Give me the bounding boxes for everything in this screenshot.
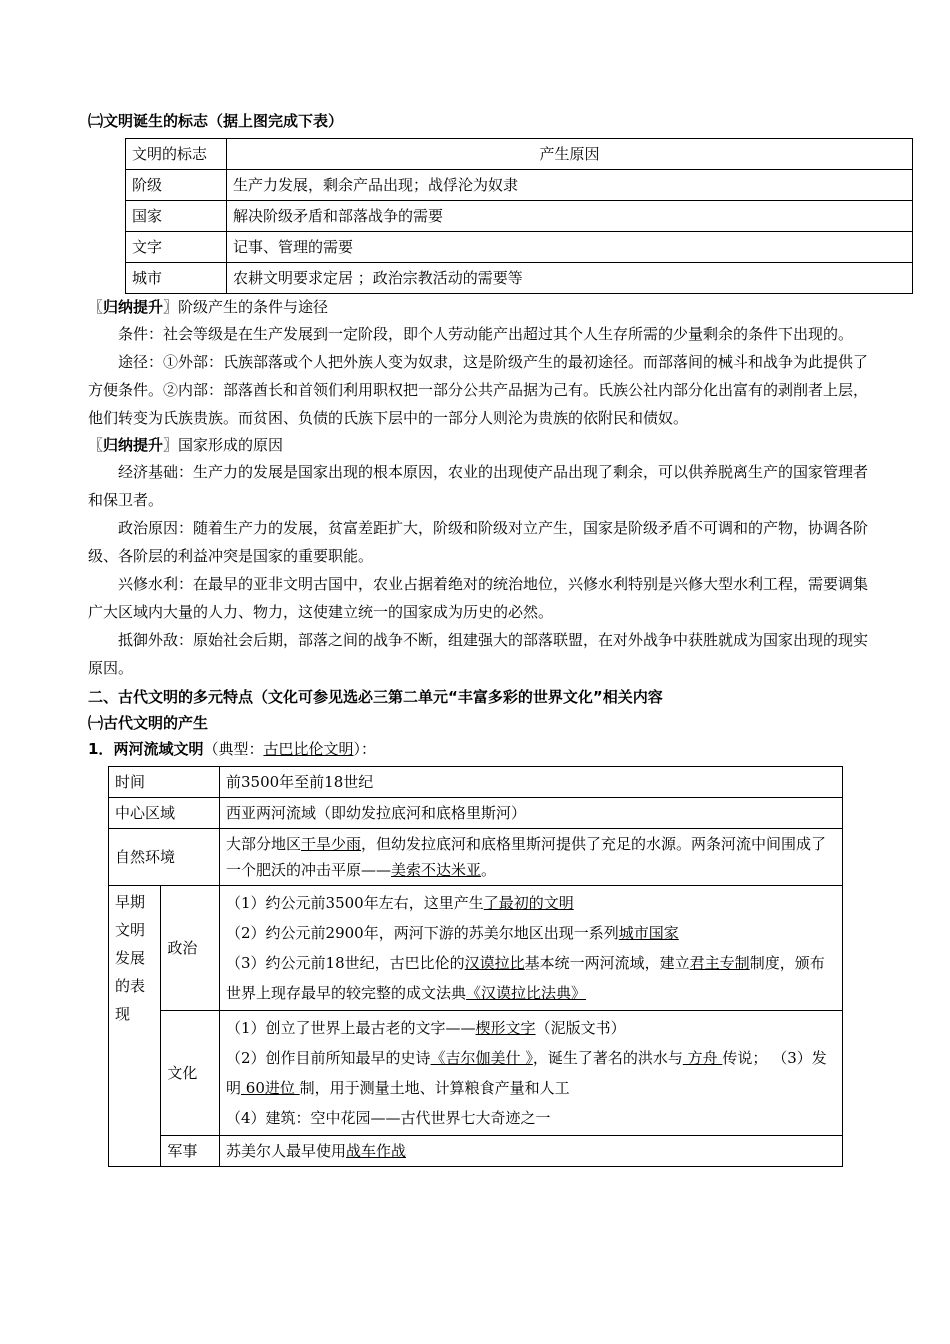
time-value: 前3500年至前18世纪: [220, 767, 843, 798]
politics-item: [226, 888, 836, 918]
table-row: [126, 263, 913, 294]
culture-item: [226, 1043, 836, 1103]
item-note-end: ）：: [353, 740, 376, 758]
text: （3）约公元前18世纪，古巴比伦的: [226, 954, 465, 972]
bracket-close: 〗: [163, 436, 179, 454]
mark-cell: 阶级: [126, 170, 227, 201]
underlined-text: 了最初的文明: [483, 894, 574, 912]
mark-cell: 城市: [126, 263, 227, 294]
section-marks-heading: ㈡文明诞生的标志（据上图完成下表）: [88, 112, 344, 130]
reason-cell: 农耕文明要求定居 ；政治宗教活动的需要等: [227, 263, 913, 294]
bracket-open: 〖: [88, 298, 104, 316]
table-row: [126, 170, 913, 201]
table-row: [126, 201, 913, 232]
underlined-text: 《汉谟拉比法典》: [466, 984, 587, 1002]
table-header-row: [126, 139, 913, 170]
underlined-text: 楔形文字: [475, 1019, 536, 1037]
culture-item: （4）建筑：空中花园——古代世界七大奇迹之一: [226, 1109, 551, 1127]
item-number: 1．: [88, 740, 114, 758]
table-row: [109, 798, 843, 829]
reason-cell: 解决阶级矛盾和部落战争的需要: [227, 201, 913, 232]
text: 。: [481, 861, 497, 879]
text: （2）约公元前2900年，两河下游的苏美尔地区出现一系列: [226, 924, 619, 942]
politics-label: 政治: [161, 886, 220, 1011]
politics-content: [220, 886, 843, 1011]
military-content: [220, 1136, 843, 1167]
text: 制，用于测量土地、计算粮食产量和人工: [299, 1079, 570, 1097]
item-note-underlined: 古巴比伦文明: [263, 740, 354, 758]
culture-content: [220, 1011, 843, 1136]
civilization-marks-table: [125, 138, 913, 294]
military-label: 军事: [161, 1136, 220, 1167]
item-one-heading: [88, 736, 868, 762]
underlined-text: 汉谟拉比: [464, 954, 525, 972]
politics-item: [226, 918, 836, 948]
subsection-heading: ㈠古代文明的产生: [88, 714, 209, 732]
summary-class-heading: [88, 294, 868, 320]
underlined-text: 干旱少雨: [301, 835, 362, 853]
reason-cell: 记事、管理的需要: [227, 232, 913, 263]
item-title: 两河流域文明: [113, 740, 204, 758]
political-cause-paragraph: 政治原因：随着生产力的发展，贫富差距扩大，阶级和阶级对立产生，国家是阶级矛盾不可调和的产物，协调各阶级、各阶层的利益冲突是国家的重要职能。: [88, 519, 869, 565]
reason-cell: 生产力发展，剩余产品出现；战俘沦为奴隶: [227, 170, 913, 201]
time-label: 时间: [109, 767, 220, 798]
header-reason: 产生原因: [227, 139, 913, 170]
bracket-open: 〖: [88, 436, 104, 454]
text: （1）创立了世界上最古老的文字——: [226, 1019, 476, 1037]
region-value: 西亚两河流域（即幼发拉底河和底格里斯河）: [220, 798, 843, 829]
text: 制度，颁布世界上现存最早的较完整的成文法典: [226, 954, 825, 1002]
summary-title: 国家形成的原因: [178, 436, 284, 454]
summary-label: 归纳提升: [103, 298, 164, 316]
summary-state-heading: [88, 432, 868, 458]
document-page: [88, 108, 868, 1167]
table-row: [109, 829, 843, 886]
header-mark: 文明的标志: [126, 139, 227, 170]
text: （2）创作目前所知最早的史诗: [226, 1049, 431, 1067]
early-civilization-label: 早期文明发展的表现: [109, 886, 161, 1167]
environment-label: 自然环境: [109, 829, 220, 886]
text: 基本统一两河流域，建立: [524, 954, 690, 972]
table-row: [109, 1011, 843, 1136]
table-row: [126, 232, 913, 263]
text: ，但幼发拉底河和底格里斯河提供了充足的水源。两条河流中间围成了一个肥沃的冲击平原——: [226, 835, 827, 879]
text: （3）发明: [226, 1049, 827, 1097]
economic-basis-paragraph: 经济基础：生产力的发展是国家出现的根本原因，农业的出现使产品出现了剩余，可以供养脱离生产的国家管理者和保卫者。: [88, 463, 869, 509]
mesopotamia-table: [108, 766, 843, 1167]
underlined-text: 君主专制: [689, 954, 750, 972]
class-paths-paragraph: 途径：①外部：氏族部落或个人把外族人变为奴隶，这是阶级产生的最初途径。而部落间的械斗和战争为此提供了方便条件。②内部：部落酋长和首领们利用职权把一部分公共产品据为己有。氏族公社内部分化出富有的剥削者上层，他们转变为氏族贵族。而贫困、负债的氏族下层中的一部分人则沦为贵族的依附民和债奴。: [88, 353, 869, 427]
culture-label: 文化: [161, 1011, 220, 1136]
mark-cell: 文字: [126, 232, 227, 263]
text: 苏美尔人最早使用: [226, 1142, 347, 1160]
environment-value: [220, 829, 843, 886]
defense-paragraph: 抵御外敌：原始社会后期，部落之间的战争不断，组建强大的部落联盟，在对外战争中获胜就成为国家出现的现实原因。: [88, 631, 869, 677]
water-works-paragraph: 兴修水利：在最早的亚非文明古国中，农业占据着绝对的统治地位，兴修水利特别是兴修大型水利工程，需要调集广大区域内大量的人力、物力，这使建立统一的国家成为历史的必然。: [88, 575, 869, 621]
text: （泥版文书）: [535, 1019, 626, 1037]
table-row: [109, 767, 843, 798]
section-two-heading: 二、古代文明的多元特点（文化可参见选必三第二单元“丰富多彩的世界文化”相关内容: [88, 688, 663, 706]
region-label: 中心区域: [109, 798, 220, 829]
class-conditions-paragraph: 条件：社会等级是在生产发展到一定阶段，即个人劳动能产出超过其个人生存所需的少量剩余的条件下出现的。: [118, 325, 854, 343]
summary-label: 归纳提升: [103, 436, 164, 454]
text: ，诞生了著名的洪水与: [532, 1049, 683, 1067]
item-note: （典型：: [203, 740, 264, 758]
underlined-text: 战车作战: [346, 1142, 407, 1160]
culture-item: [226, 1013, 836, 1043]
bracket-close: 〗: [163, 298, 179, 316]
text: 传说；: [722, 1049, 768, 1067]
underlined-text: 方舟: [682, 1049, 723, 1067]
underlined-text: 城市国家: [618, 924, 679, 942]
mark-cell: 国家: [126, 201, 227, 232]
text: 大部分地区: [226, 835, 302, 853]
text: （1）约公元前3500年左右，这里产生: [226, 894, 484, 912]
politics-item: [226, 948, 836, 1008]
table-row: [109, 1136, 843, 1167]
underlined-text: 60进位: [241, 1079, 300, 1097]
underlined-text: 美索不达米亚: [391, 861, 482, 879]
table-row: [109, 886, 843, 1011]
summary-title: 阶级产生的条件与途径: [178, 298, 329, 316]
underlined-text: 《吉尔伽美什 》: [430, 1049, 533, 1067]
